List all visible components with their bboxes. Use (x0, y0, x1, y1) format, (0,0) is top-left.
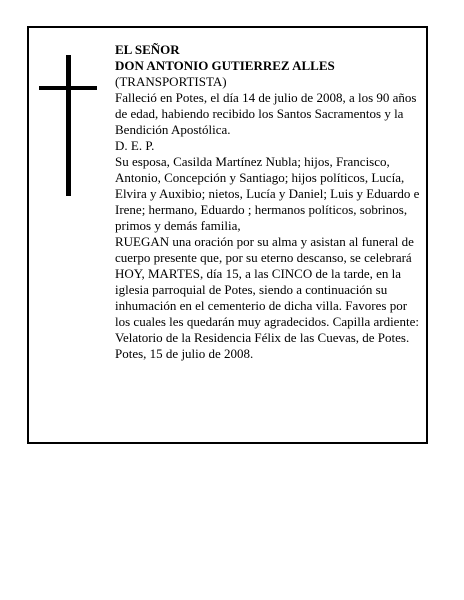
heading-title: EL SEÑOR (115, 42, 180, 57)
cross-horizontal-bar (39, 86, 97, 90)
death-statement: Falleció en Potes, el día 14 de julio de 2008, a los 90 años de edad, habiendo recibido los Santos Sacramentos y la Bendición Apostólica. (115, 90, 417, 137)
obituary-notice (27, 26, 428, 444)
deceased-name: DON ANTONIO GUTIERREZ ALLES (115, 58, 335, 73)
place-date: Potes, 15 de julio de 2008. (115, 346, 254, 361)
funeral-request: RUEGAN una oración por su alma y asistan al funeral de cuerpo presente que, por su eterno descanso, se celebrará HOY, MARTES, día 15, a las CINCO de la tarde, en la iglesia parroquial de Potes, siendo a continuación su inhumación en el cementerio de dicha villa. Favores por los cuales les quedarán muy agradecidos. Capilla ardiente: Velatorio de la Residencia Félix de las Cuevas, de Potes. (115, 234, 419, 345)
cross-vertical-bar (66, 55, 71, 196)
deceased-occupation: (TRANSPORTISTA) (115, 74, 227, 89)
family-list: Su esposa, Casilda Martínez Nubla; hijos, Francisco, Antonio, Concepción y Santiago; hijos políticos, Lucía, Elvira y Auxibio; nietos, Lucía y Daniel; Luis y Eduardo e Irene; hermano, Eduardo ; hermanos políticos, sobrinos, primos y demás familia, (115, 154, 420, 233)
rip-text: D. E. P. (115, 138, 155, 153)
notice-body (115, 42, 423, 362)
